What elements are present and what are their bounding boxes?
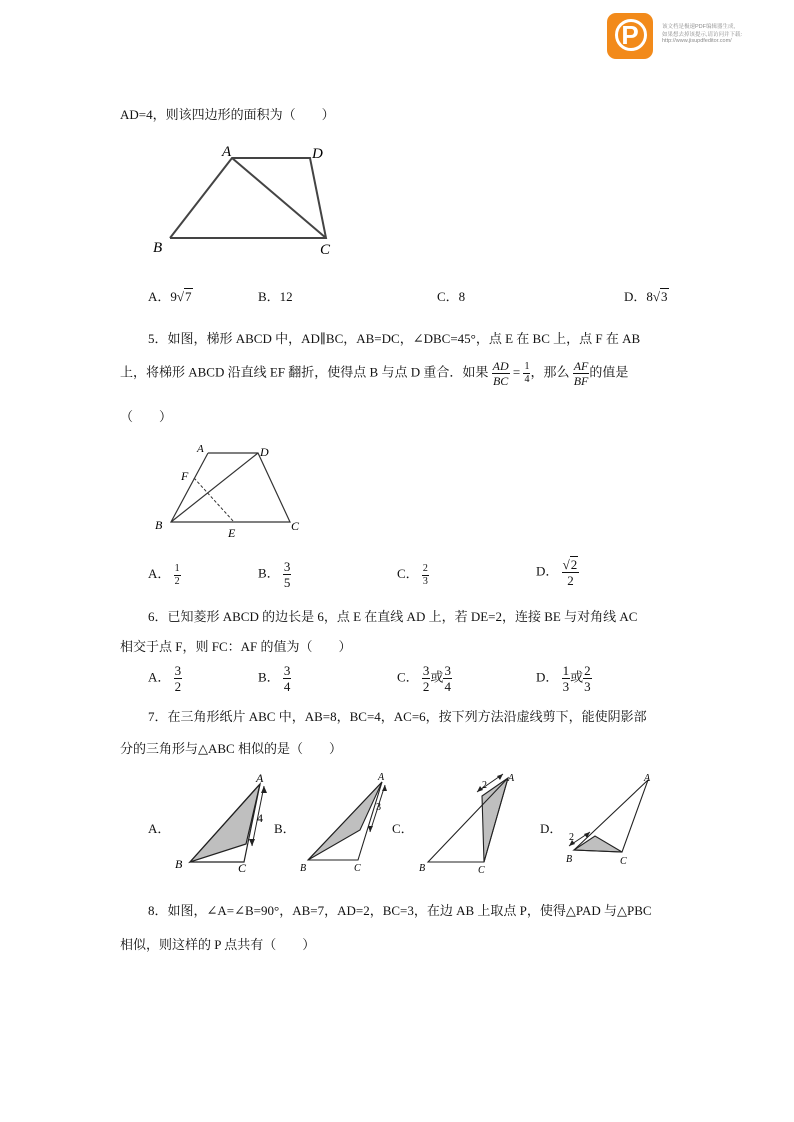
q7-figure-a <box>172 768 282 878</box>
q7-b-label-c: C <box>354 863 361 874</box>
q7-option-a: A． <box>148 821 171 836</box>
q7-d-label-a: A <box>644 773 651 784</box>
q4-option-d: D．8√3 <box>624 289 668 304</box>
q5-label-b: B <box>155 518 163 532</box>
q7-c-label-c: C <box>478 865 485 876</box>
q4-figure <box>150 140 350 260</box>
q5-label-c: C <box>291 519 300 533</box>
q5-label-e: E <box>228 526 236 540</box>
q6-option-c: C． $\frac{3}{2}$ 或 $\frac{3}{4}$ <box>397 663 451 694</box>
pdf-editor-logo: P <box>607 13 653 59</box>
q6-option-b: B． $\frac{3}{4}$ <box>258 663 291 694</box>
q5-label-d: D <box>260 445 269 459</box>
q7-line-1: 7．在三角形纸片 ABC 中，AB=8，BC=4，AC=6，按下列方法沿虚线剪下，能使阴影部 <box>148 709 647 724</box>
q4-option-a: A．9√7 <box>148 289 192 304</box>
q4-text: AD=4，则该四边形的面积为（ ） <box>120 107 335 122</box>
q7-d-label-c: C <box>620 856 627 867</box>
q7-c-length: 2 <box>482 780 487 791</box>
q4-label-d: D <box>312 146 323 162</box>
q4-label-b: B <box>153 240 163 256</box>
watermark-line-3: http://www.jisupdfeditor.com/ <box>662 38 732 44</box>
q8-line-2: 相似，则这样的 P 点共有（ ） <box>120 937 316 952</box>
q4-label-a: A <box>222 144 232 160</box>
q6-line-1: 6．已知菱形 ABCD 的边长是 6，点 E 在直线 AD 上，若 DE=2，连接 BE 与对角线 AC <box>148 609 638 624</box>
watermark-line-2: 如果想去掉该提示,请访问并下载: <box>662 32 743 38</box>
q7-a-label-b: B <box>175 857 183 871</box>
q4-label-c: C <box>320 242 331 258</box>
watermark-line-1: 该文档是极速PDF编辑器生成, <box>662 24 736 30</box>
q7-b-label-a: A <box>378 772 385 783</box>
q6-option-d: D． $\frac{1}{3}$ 或 $\frac{2}{3}$ <box>536 663 591 694</box>
q7-a-length: 4 <box>257 811 263 825</box>
q7-option-d: D． <box>540 821 563 836</box>
q7-a-label-c: C <box>238 861 247 875</box>
q8-line-1: 8．如图，∠A=∠B=90°，AB=7，AD=2，BC=3，在边 AB 上取点 P，使得△PAD 与△PBC <box>148 903 652 918</box>
q5-option-c: C． $\frac{2}{3}$ <box>397 562 428 587</box>
q7-d-length: 2 <box>569 832 574 843</box>
q5-label-a: A <box>197 443 204 455</box>
q4-option-c: C．8 <box>437 289 466 304</box>
q7-option-b: B． <box>274 821 296 836</box>
q7-d-label-b: B <box>566 854 573 865</box>
q7-c-label-a: A <box>508 773 515 784</box>
q5-label-f: F <box>181 469 189 483</box>
q4-option-b: B．12 <box>258 289 293 304</box>
q5-line-3: （ ） <box>120 409 173 424</box>
q5-option-b: B． $\frac{3}{5}$ <box>258 559 291 590</box>
q5-option-a: A． $\frac{1}{2}$ <box>148 562 180 587</box>
q7-figure-c <box>414 768 524 878</box>
q7-line-2: 分的三角形与△ABC 相似的是（ ） <box>120 741 342 756</box>
q7-c-label-b: B <box>419 863 426 874</box>
q7-b-length: 3 <box>376 802 381 813</box>
q7-b-label-b: B <box>300 863 307 874</box>
q7-option-c: C． <box>392 821 414 836</box>
q7-figure-b <box>296 768 396 878</box>
q5-line-1: 5．如图，梯形 ABCD 中，AD∥BC，AB=DC，∠DBC=45°，点 E 在 BC 上，点 F 在 AB <box>148 331 641 346</box>
q6-option-a: A． $\frac{3}{2}$ <box>148 663 182 694</box>
q5-line-2: 上，将梯形 ABCD 沿直线 EF 翻折，使得点 B 与点 D 重合．如果 $\frac{AD}{BC}$ = $\frac{1}{4}$ ，那么 $\frac{AF}{BF}$ 的值是 <box>120 359 629 388</box>
q7-a-label-a: A <box>256 771 264 785</box>
q7-figure-d <box>562 768 672 878</box>
q5-figure <box>150 440 310 540</box>
q5-option-d: D． $\frac{√2}{2}$ <box>536 557 578 588</box>
q6-line-2: 相交于点 F，则 FC：AF 的值为（ ） <box>120 639 352 654</box>
